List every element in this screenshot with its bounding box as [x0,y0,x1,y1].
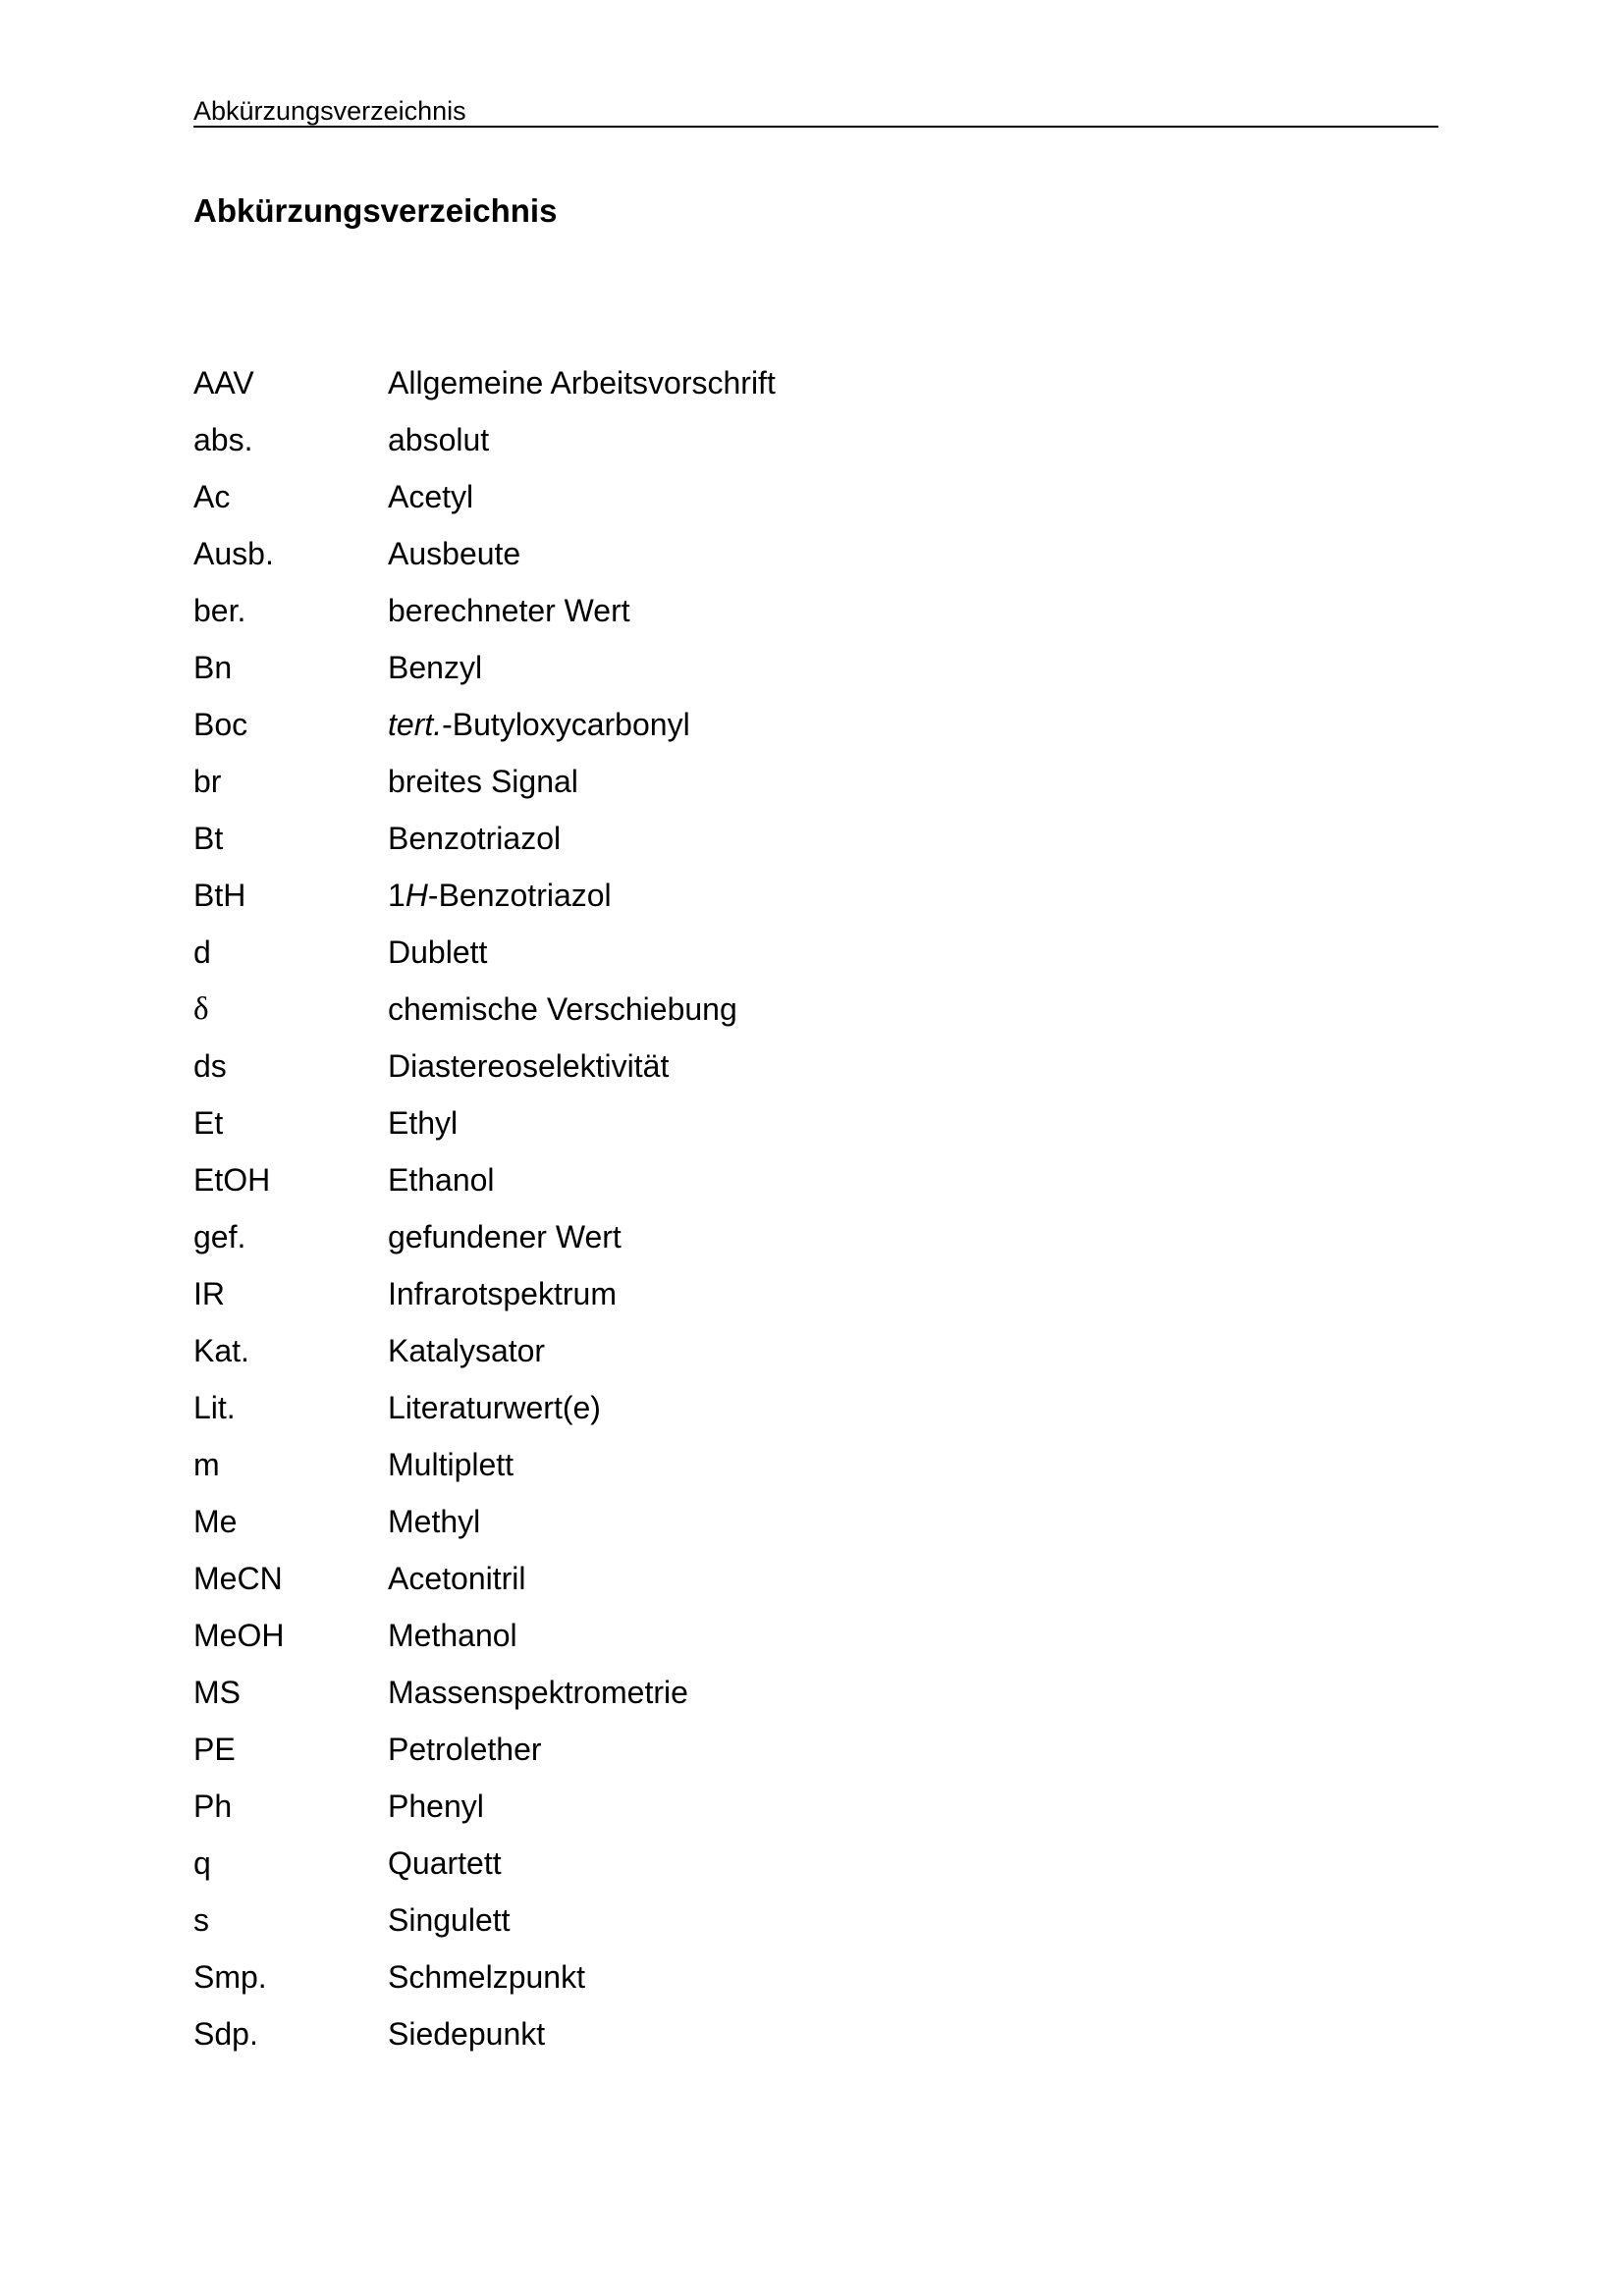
abbreviation-row [193,981,1273,1038]
abbreviation-row [193,1892,1273,1949]
abbreviation-definition [388,867,1273,924]
definition-segment: berechneter Wert [388,593,630,628]
abbreviation-definition [388,1721,1273,1778]
definition-segment: H [405,878,428,913]
abbreviation-row [193,411,1273,468]
definition-segment: Multiplett [388,1447,514,1482]
definition-segment: Dublett [388,934,488,970]
abbreviation-row [193,1095,1273,1151]
definition-segment: Phenyl [388,1789,484,1824]
abbreviation-definition [388,1949,1273,2005]
definition-segment: gefundener Wert [388,1219,622,1255]
definition-segment: Massenspektrometrie [388,1675,688,1710]
abbreviation-row [193,1151,1273,1208]
abbreviation-definition [388,639,1273,696]
abbreviation-term: MeOH [193,1618,285,1653]
abbreviation-row [193,696,1273,753]
abbreviation-row [193,1436,1273,1493]
abbreviation-term: Smp. [193,1959,267,1995]
definition-segment: Schmelzpunkt [388,1959,585,1995]
definition-segment: Siedepunkt [388,2016,546,2052]
abbreviation-definition [388,1151,1273,1208]
page-title: Abkürzungsverzeichnis [193,192,558,229]
abbreviation-definition [388,1265,1273,1322]
abbreviation-definition [388,411,1273,468]
abbreviation-term: ber. [193,593,246,628]
abbreviation-definition [388,810,1273,867]
definition-segment: Benzyl [388,650,483,685]
definition-segment: tert. [388,707,443,742]
abbreviation-definition [388,1095,1273,1151]
abbreviation-definition [388,1664,1273,1721]
abbreviation-term: MeCN [193,1561,283,1596]
abbreviation-definition [388,696,1273,753]
definition-segment: Acetyl [388,479,474,514]
definition-segment: Acetonitril [388,1561,526,1596]
abbreviation-list [193,354,1273,2062]
abbreviation-term: gef. [193,1219,246,1255]
abbreviation-row [193,639,1273,696]
abbreviation-definition [388,468,1273,525]
abbreviation-row [193,468,1273,525]
abbreviation-row [193,1208,1273,1265]
abbreviation-row [193,753,1273,810]
abbreviation-row [193,810,1273,867]
abbreviation-term: AAV [193,365,254,400]
abbreviation-term: Ph [193,1789,233,1824]
abbreviation-row [193,1493,1273,1550]
abbreviation-term: EtOH [193,1162,271,1198]
definition-segment: Ethyl [388,1105,459,1141]
abbreviation-definition [388,1379,1273,1436]
abbreviation-definition [388,1493,1273,1550]
definition-segment: Methanol [388,1618,517,1653]
abbreviation-definition [388,1038,1273,1095]
definition-segment: Methyl [388,1504,481,1539]
definition-segment: breites Signal [388,764,578,799]
abbreviation-term: s [193,1902,209,1938]
abbreviation-definition [388,1550,1273,1607]
abbreviation-row [193,1607,1273,1664]
definition-segment: -Butyloxycarbonyl [442,707,690,742]
abbreviation-term: Bn [193,650,233,685]
abbreviation-definition [388,924,1273,981]
abbreviation-row [193,1550,1273,1607]
abbreviation-term: Lit. [193,1390,236,1425]
abbreviation-term: m [193,1447,220,1482]
abbreviation-row [193,1778,1273,1835]
abbreviation-term: Kat. [193,1333,249,1368]
definition-segment: chemische Verschiebung [388,991,737,1027]
abbreviation-definition [388,1607,1273,1664]
abbreviation-row [193,2005,1273,2062]
abbreviation-definition [388,1835,1273,1892]
definition-segment: Infrarotspektrum [388,1276,617,1311]
abbreviation-row [193,582,1273,639]
running-header: Abkürzungsverzeichnis [193,96,1438,128]
definition-segment: absolut [388,422,490,457]
abbreviation-row [193,924,1273,981]
definition-segment: Katalysator [388,1333,546,1368]
abbreviation-term: d [193,934,211,970]
abbreviation-row [193,354,1273,411]
abbreviation-term: Me [193,1504,238,1539]
abbreviation-definition [388,2005,1273,2062]
definition-segment: Singulett [388,1902,511,1938]
abbreviation-term: Ac [193,479,231,514]
abbreviation-term: Sdp. [193,2016,258,2052]
definition-segment: Petrolether [388,1732,542,1767]
abbreviation-term: PE [193,1732,236,1767]
abbreviation-definition [388,1208,1273,1265]
abbreviation-term: Ausb. [193,536,274,571]
abbreviation-row [193,1721,1273,1778]
abbreviation-row [193,867,1273,924]
abbreviation-definition [388,753,1273,810]
abbreviation-term: Et [193,1105,224,1141]
definition-segment: Allgemeine Arbeitsvorschrift [388,365,776,400]
abbreviation-definition [388,1322,1273,1379]
abbreviation-row [193,1265,1273,1322]
abbreviation-term: abs. [193,422,253,457]
definition-segment: Benzotriazol [388,821,562,856]
abbreviation-term: br [193,764,222,799]
abbreviation-term: MS [193,1675,241,1710]
abbreviation-definition [388,981,1273,1038]
definition-segment: Literaturwert(e) [388,1390,601,1425]
definition-segment: -Benzotriazol [427,878,612,913]
abbreviation-definition [388,1892,1273,1949]
definition-segment: Ausbeute [388,536,521,571]
abbreviation-row [193,1379,1273,1436]
definition-segment: 1 [388,878,406,913]
abbreviation-term: Bt [193,821,224,856]
abbreviation-definition [388,582,1273,639]
abbreviation-term: ds [193,1048,227,1084]
abbreviation-row [193,1835,1273,1892]
abbreviation-term: q [193,1845,211,1881]
abbreviation-row [193,1322,1273,1379]
definition-segment: Diastereoselektivität [388,1048,670,1084]
abbreviation-term: Boc [193,707,248,742]
definition-segment: Quartett [388,1845,502,1881]
abbreviation-definition [388,525,1273,582]
abbreviation-definition [388,1778,1273,1835]
definition-segment: Ethanol [388,1162,495,1198]
abbreviation-row [193,1949,1273,2005]
abbreviation-term: BtH [193,878,246,913]
abbreviation-term: δ [193,991,209,1027]
abbreviation-row [193,1038,1273,1095]
abbreviation-definition [388,1436,1273,1493]
abbreviation-term: IR [193,1276,225,1311]
abbreviation-row [193,525,1273,582]
abbreviation-row [193,1664,1273,1721]
abbreviation-definition [388,354,1273,411]
